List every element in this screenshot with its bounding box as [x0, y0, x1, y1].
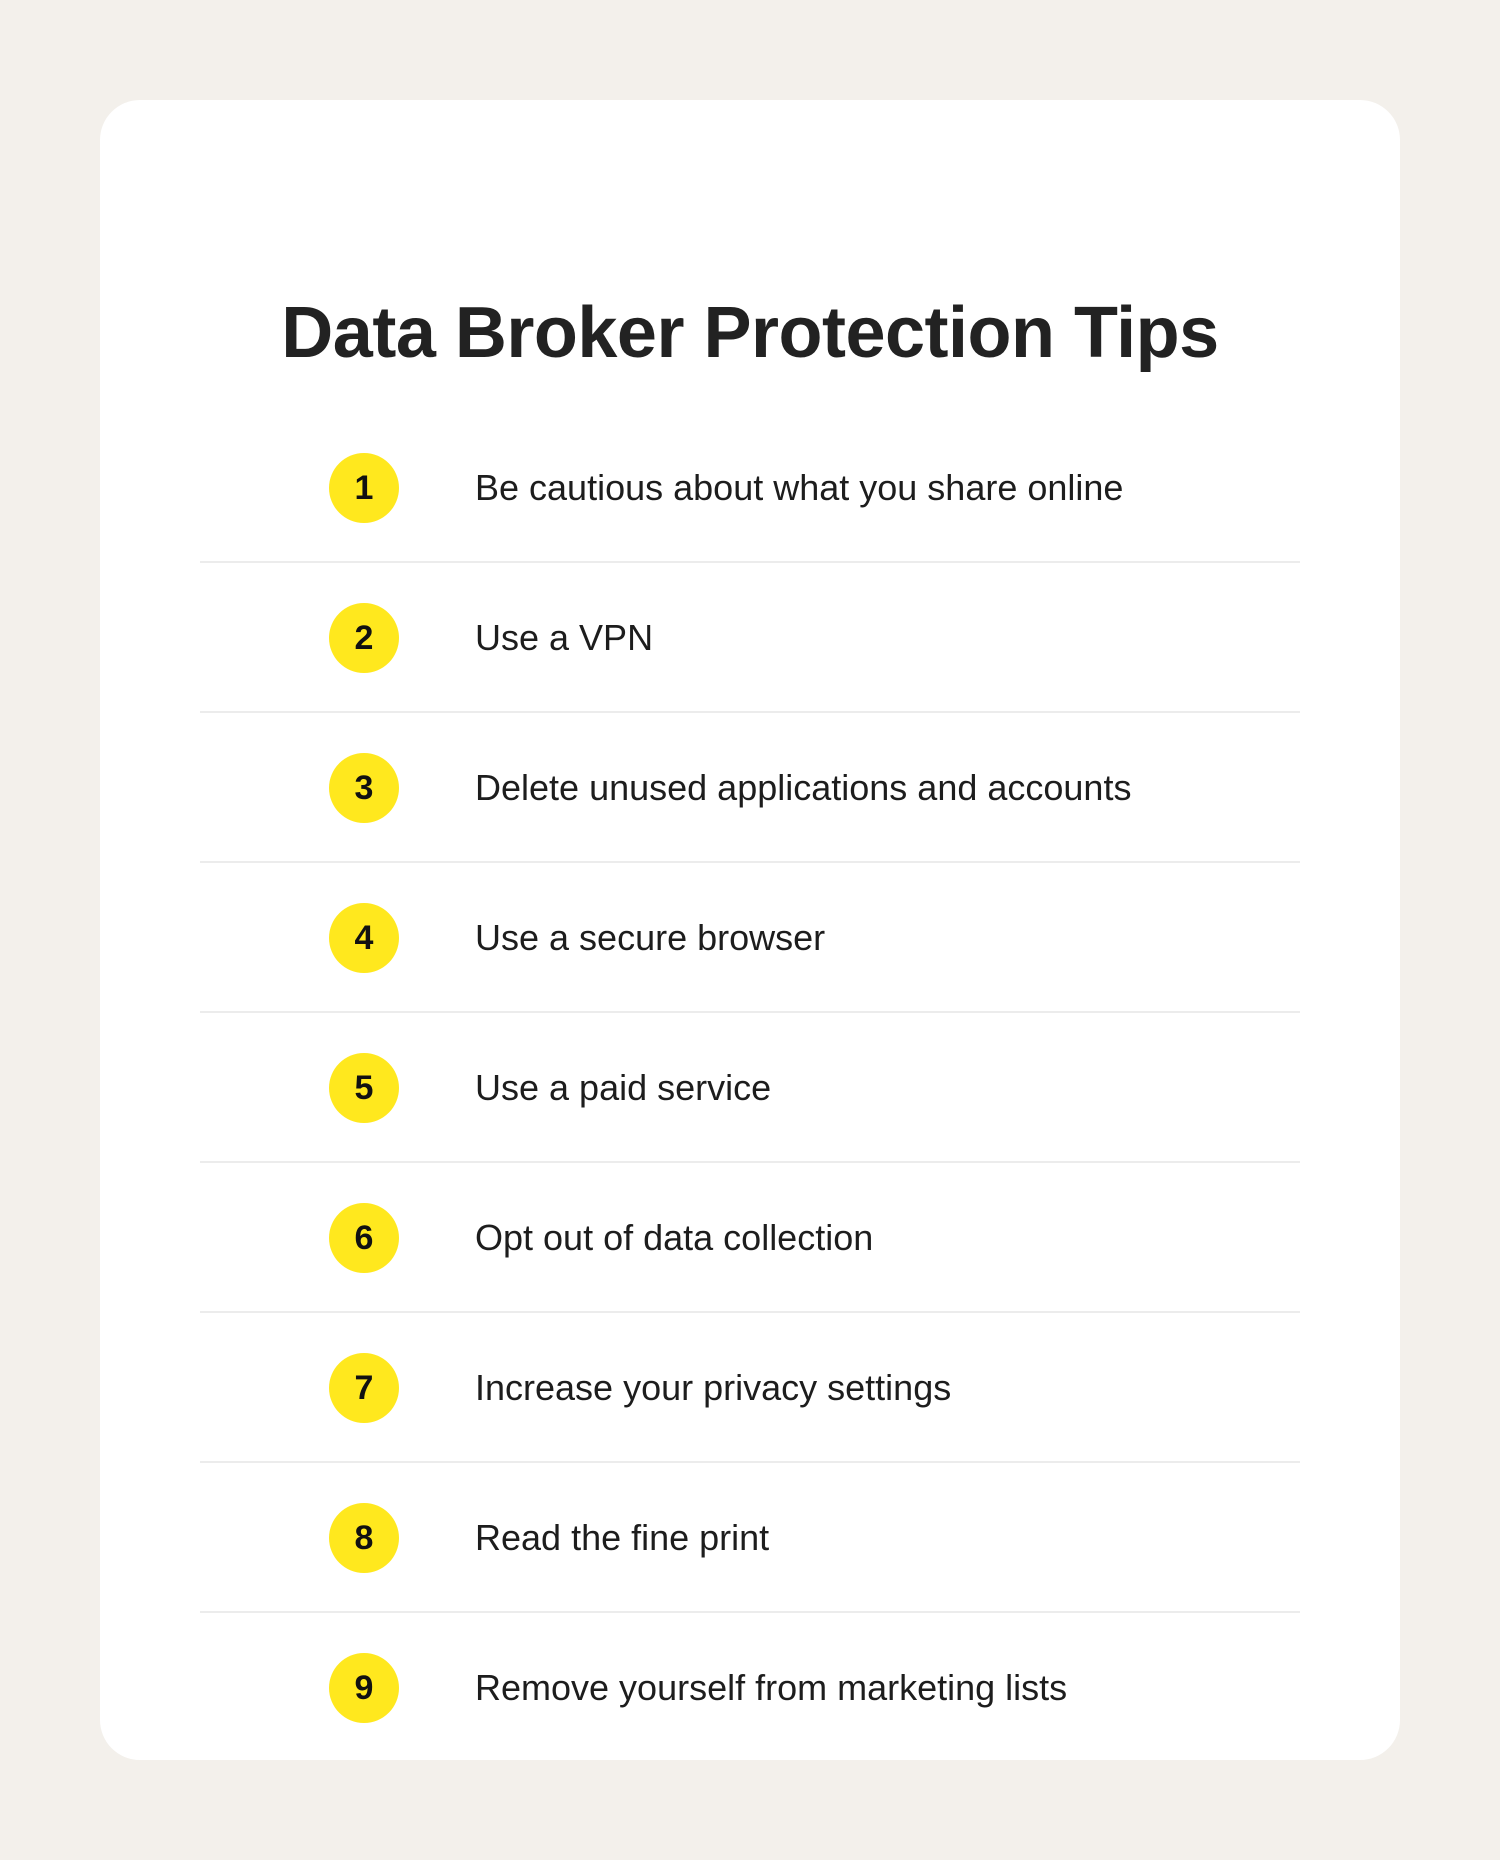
- tip-text: Use a VPN: [475, 617, 654, 658]
- number-badge: 9: [329, 1653, 399, 1723]
- number-badge: 3: [329, 753, 399, 823]
- tips-list: [200, 413, 1300, 1763]
- number-badge: 4: [329, 903, 399, 973]
- tip-text: Read the fine print: [475, 1517, 770, 1558]
- list-item: [200, 1463, 1300, 1613]
- list-item: [200, 1613, 1300, 1763]
- list-item: [200, 1163, 1300, 1313]
- number-badge: 6: [329, 1203, 399, 1273]
- tip-text: Increase your privacy settings: [475, 1367, 952, 1408]
- page-title: Data Broker Protection Tips: [281, 293, 1219, 373]
- tips-card: [100, 100, 1400, 1760]
- number-badge: 8: [329, 1503, 399, 1573]
- list-item: [200, 713, 1300, 863]
- list-item: [200, 1013, 1300, 1163]
- tip-text: Remove yourself from marketing lists: [475, 1667, 1068, 1708]
- list-item: [200, 413, 1300, 563]
- number-badge: 7: [329, 1353, 399, 1423]
- number-badge: 2: [329, 603, 399, 673]
- list-item: [200, 1313, 1300, 1463]
- tip-text: Use a secure browser: [475, 917, 826, 958]
- number-badge: 5: [329, 1053, 399, 1123]
- tip-text: Delete unused applications and accounts: [475, 767, 1132, 808]
- list-item: [200, 563, 1300, 713]
- tip-text: Be cautious about what you share online: [475, 467, 1124, 508]
- tip-text: Use a paid service: [475, 1067, 772, 1108]
- tip-text: Opt out of data collection: [475, 1217, 874, 1258]
- number-badge: 1: [329, 453, 399, 523]
- list-item: [200, 863, 1300, 1013]
